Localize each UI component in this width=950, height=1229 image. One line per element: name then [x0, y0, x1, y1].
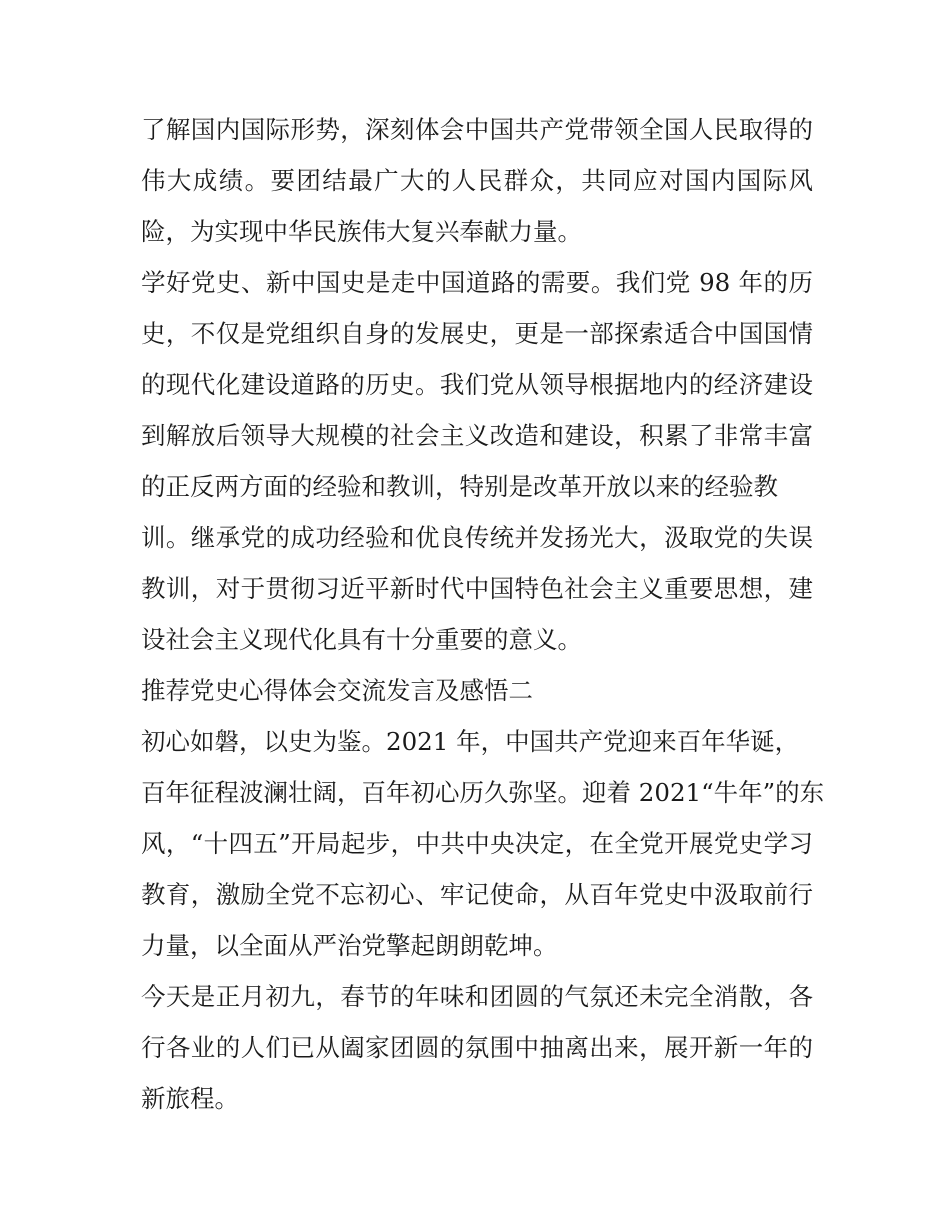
text-line: 设社会主义现代化具有十分重要的意义。 — [141, 625, 582, 654]
text-line: 的正反两方面的经验和教训，特别是改革开放以来的经验教 — [141, 472, 778, 501]
document-body — [141, 104, 825, 1124]
text-line: 新旅程。 — [141, 1084, 239, 1113]
text-line: 伟大成绩。要团结最广大的人民群众，共同应对国内国际风 — [141, 166, 813, 195]
heading-text: 推荐党史心得体会交流发言及感悟二 — [141, 676, 533, 705]
text-line: 风，“十四五”开局起步，中共中央决定，在全党开展党史学习 — [141, 829, 813, 858]
text-line: 的现代化建设道路的历史。我们党从领导根据地内的经济建设 — [141, 370, 813, 399]
text-line: 行各业的人们已从阖家团圆的氛围中抽离出来，展开新一年的 — [141, 1033, 813, 1062]
text-line: 到解放后领导大规模的社会主义改造和建设，积累了非常丰富 — [141, 421, 813, 450]
text-line: 史，不仅是党组织自身的发展史，更是一部探索适合中国国情 — [141, 319, 813, 348]
text-line: 险，为实现中华民族伟大复兴奉献力量。 — [141, 217, 582, 246]
paragraph-party-history — [141, 257, 813, 665]
text-line: 学好党史、新中国史是走中国道路的需要。我们党 98 年的历 — [141, 268, 813, 297]
text-line: 今天是正月初九，春节的年味和团圆的气氛还未完全消散，各 — [141, 982, 813, 1011]
text-line: 百年征程波澜壮阔，百年初心历久弥坚。迎着 2021“牛年”的东 — [141, 778, 825, 807]
text-line: 了解国内国际形势，深刻体会中国共产党带领全国人民取得的 — [141, 115, 813, 144]
paragraph-intro — [141, 104, 813, 257]
text-line: 教训，对于贯彻习近平新时代中国特色社会主义重要思想，建 — [141, 574, 813, 603]
paragraph-centennial — [141, 716, 825, 971]
text-line: 教育，激励全党不忘初心、牢记使命，从百年党史中汲取前行 — [141, 880, 813, 909]
paragraph-new-year — [141, 971, 813, 1124]
section-heading — [141, 665, 813, 716]
text-line: 训。继承党的成功经验和优良传统并发扬光大，汲取党的失误 — [141, 523, 813, 552]
text-line: 初心如磐，以史为鉴。2021 年，中国共产党迎来百年华诞， — [141, 727, 800, 756]
text-line: 力量，以全面从严治党擎起朗朗乾坤。 — [141, 931, 558, 960]
